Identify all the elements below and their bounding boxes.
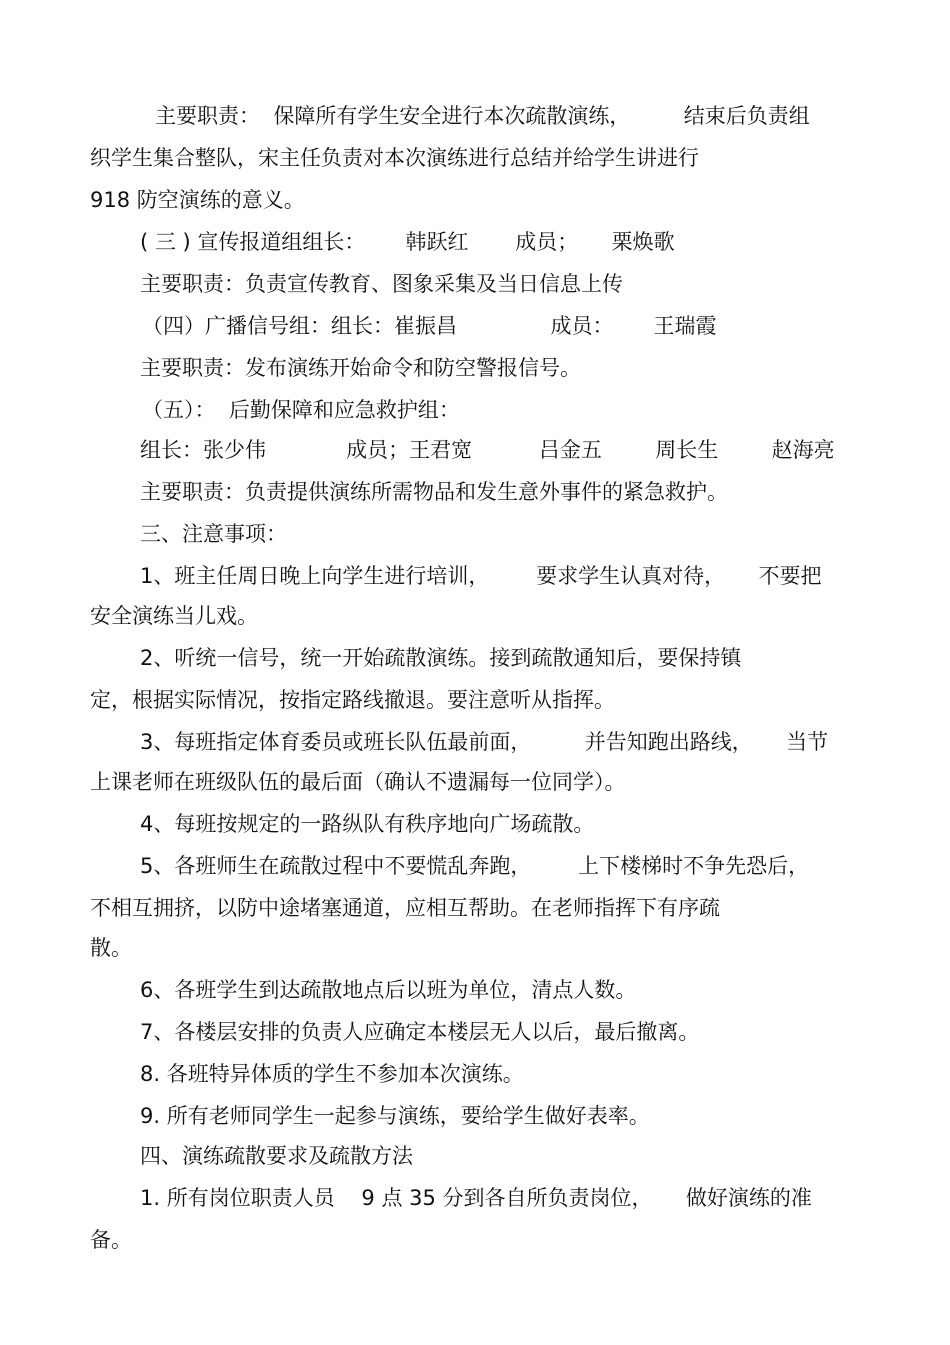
section-publicity: ( 三 ) 宣传报道组组长： 韩跃红 成员； 栗焕歌 xyxy=(140,230,675,254)
note-1-line-1: 1、班主任周日晚上向学生进行培训， 要求学生认真对待， 不要把 xyxy=(140,564,822,588)
method-1-line-2: 备。 xyxy=(90,1228,132,1252)
method-1-line-1: 1. 所有岗位职责人员 9 点 35 分到各自所负责岗位， 做好演练的准 xyxy=(140,1186,812,1210)
note-2-line-1: 2、听统一信号，统一开始疏散演练。接到疏散通知后，要保持镇 xyxy=(140,646,742,670)
note-4: 4、每班按规定的一路纵队有秩序地向广场疏散。 xyxy=(140,812,595,836)
note-7: 7、各楼层安排的负责人应确定本楼层无人以后，最后撤离。 xyxy=(140,1020,700,1044)
note-1-line-2: 安全演练当儿戏。 xyxy=(90,604,258,628)
note-6: 6、各班学生到达疏散地点后以班为单位，清点人数。 xyxy=(140,978,637,1002)
note-5-line-2: 不相互拥挤，以防中途堵塞通道，应相互帮助。在老师指挥下有序疏 xyxy=(90,896,720,920)
note-2-line-2: 定，根据实际情况，按指定路线撤退。要注意听从指挥。 xyxy=(90,688,615,712)
note-3-line-1: 3、每班指定体育委员或班长队伍最前面， 并告知跑出路线， 当节 xyxy=(140,730,829,754)
note-9: 9. 所有老师同学生一起参与演练，要给学生做好表率。 xyxy=(140,1104,650,1128)
duty-line-1: 主要职责： 保障所有学生安全进行本次疏散演练， 结束后负责组 xyxy=(155,104,810,128)
section-logistics: （五）： 后勤保障和应急救护组： xyxy=(142,398,460,422)
note-8: 8. 各班特异体质的学生不参加本次演练。 xyxy=(140,1062,524,1086)
note-5-line-3: 散。 xyxy=(90,936,132,960)
broadcast-duty: 主要职责：发布演练开始命令和防空警报信号。 xyxy=(140,356,581,380)
note-3-line-2: 上课老师在班级队伍的最后面（确认不遗漏每一位同学）。 xyxy=(90,770,626,794)
publicity-duty: 主要职责：负责宣传教育、图象采集及当日信息上传 xyxy=(140,272,623,296)
duty-line-2: 织学生集合整队，宋主任负责对本次演练进行总结并给学生讲进行 xyxy=(90,146,699,170)
note-5-line-1: 5、各班师生在疏散过程中不要慌乱奔跑， 上下楼梯时不争先恐后， xyxy=(140,854,810,878)
section-methods-heading: 四、演练疏散要求及疏散方法 xyxy=(140,1144,413,1168)
logistics-duty: 主要职责：负责提供演练所需物品和发生意外事件的紧急救护。 xyxy=(140,480,728,504)
duty-line-3: 918 防空演练的意义。 xyxy=(90,188,305,212)
section-broadcast: （四）广播信号组：组长：崔振昌 成员： 王瑞霞 xyxy=(142,314,717,338)
section-notes-heading: 三、注意事项： xyxy=(140,522,287,546)
logistics-members: 组长：张少伟 成员；王君宽 吕金五 周长生 赵海亮 xyxy=(140,438,835,462)
